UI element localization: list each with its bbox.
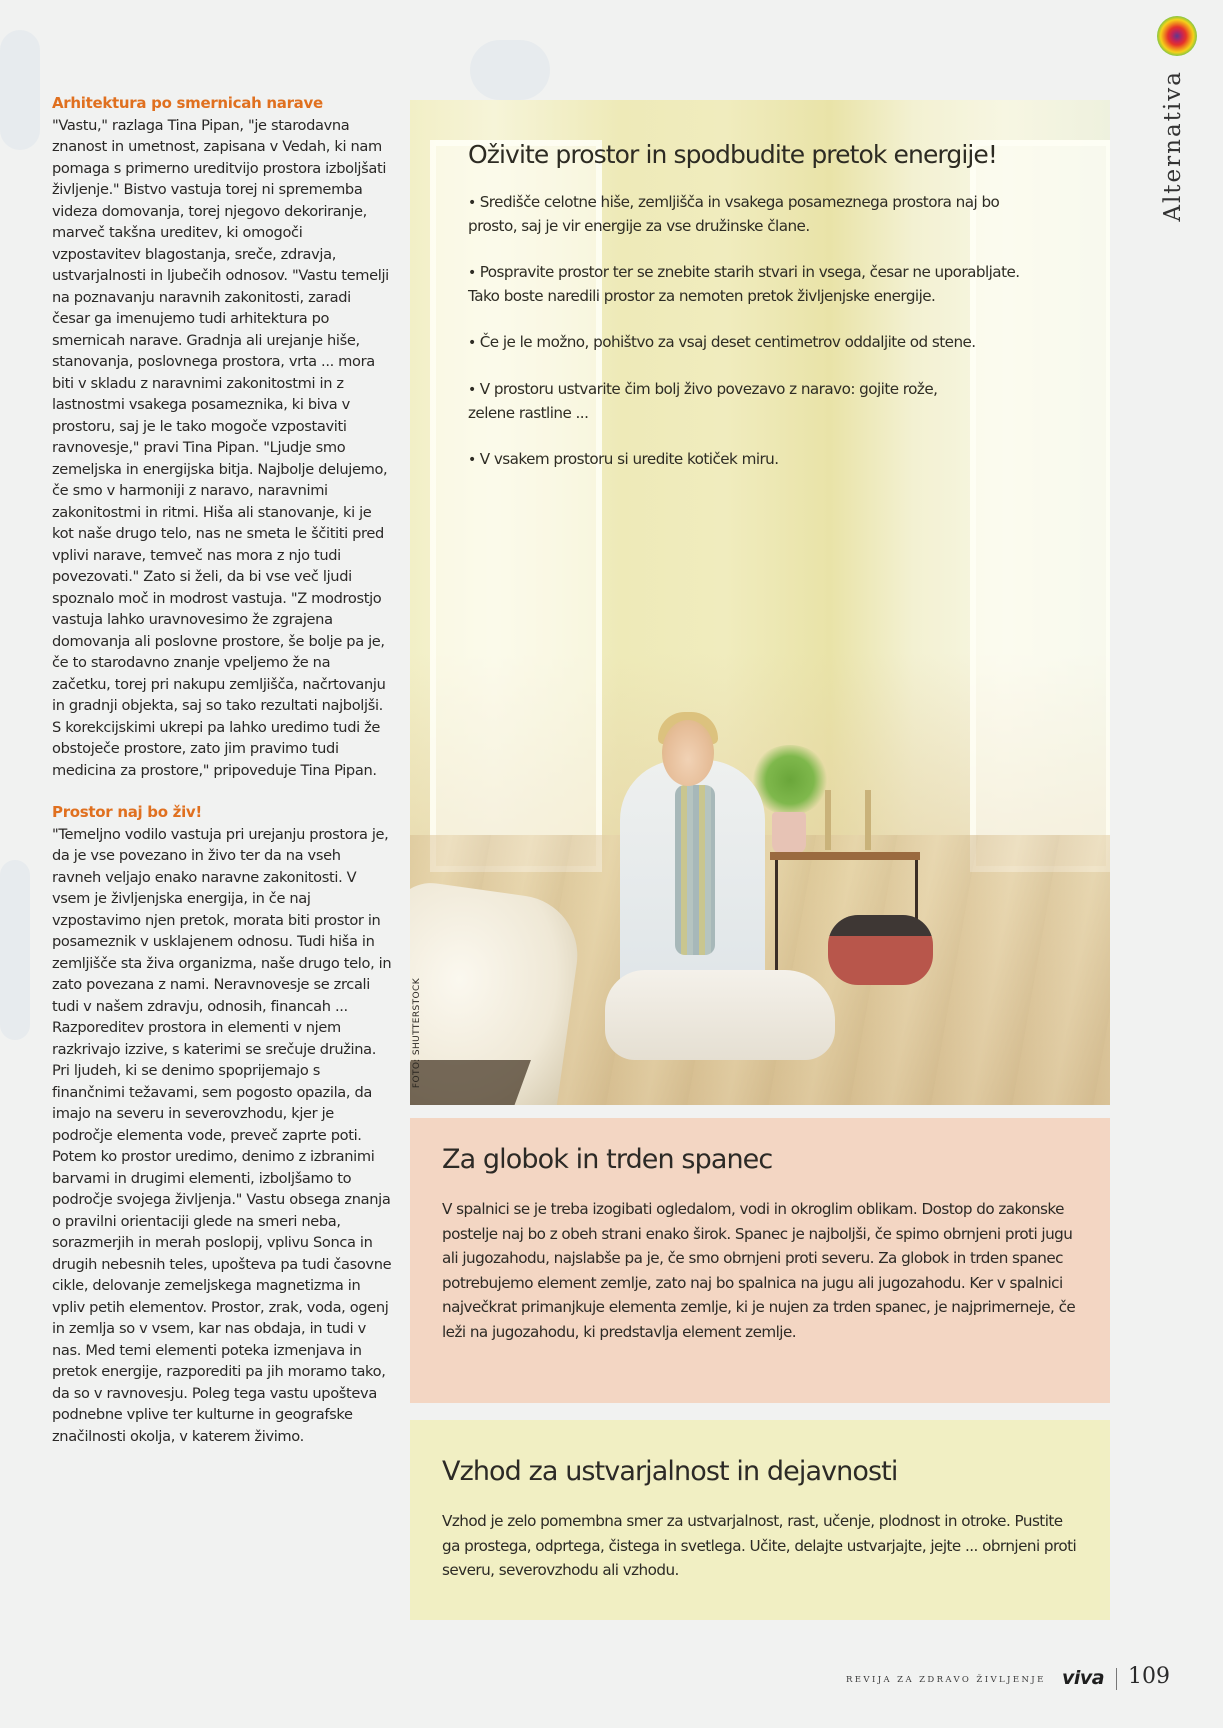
tip-text: Pospravite prostor ter se znebite starih stvari in vsega, česar ne uporabljate. Tako boste naredili prostor za nemoten pretok življenjske energije.	[468, 263, 1020, 305]
article-paragraph: "Temeljno vodilo vastuja pri urejanju prostora je, da je vse povezano in živo ter da na vseh ravneh veljajo enako naravne zakonitosti. V vsem je življenjska energija, in če naj vzpostavimo njen pretok, morata biti prostor in posameznik v usklajenem odnosu. Tudi hiša in zemljišče sta živa organizma, naše drugo telo, in zato povezana z nami. Neravnovesje se zrcali tudi v našem zdravju, odnosih, financah ... Razporeditev prostora in elementi v njem razkrivajo izzive, s katerimi se srečuje družina. Pri ljudeh, ki se denimo spoprijemajo s finančnimi težavami, sem pogosto opazila, da imajo na severu in severovzhodu, kjer je področje elementa vode, preveč zaprte poti. Potem ko prostor uredimo, denimo z izbranimi barvami in drugimi elementi, izboljšamo to področje svojega življenja." Vastu obsega znanja o pravilni orientaciji glede na smeri neba, sorazmerjih in merah poslopij, vplivu Sonca in drugih nebesnih teles, upošteva pa tudi časovne cikle, delovanje zemeljskega magnetizma in vpliv petih elementov. Prostor, zrak, voda, ogenj in zemlja so v vsem, kar nas obdaja, in tudi v nas. Med temi elementi poteka izmenjava in pretok energije, razporediti pa jih moramo tako, da so v ravnovesju. Poleg tega vastu upošteva podnebne vplive ter kulturne in geografske značilnosti okolja, v katerem živimo.	[52, 825, 392, 1445]
tip-item	[468, 331, 1048, 355]
show-through-shape	[0, 30, 40, 150]
east-box-text: Vzhod je zelo pomembna smer za ustvarjalnost, rast, učenje, plodnost in otroke. Pustite ga prostega, odprtega, čistega in svetlega. Učite, delajte ustvarjajte, jejte ... obrnjeni proti severu, severovzhodu ali vzhodu.	[442, 1512, 1077, 1579]
east-tips-box	[410, 1420, 1110, 1620]
sleep-box-title: Za globok in trden spanec	[442, 1144, 773, 1175]
magazine-tagline: REVIJA ZA ZDRAVO ŽIVLJENJE	[846, 1675, 1046, 1685]
photo-woman-legs	[605, 970, 835, 1060]
show-through-shape	[470, 40, 550, 100]
footer-divider	[1116, 1668, 1117, 1690]
photo-scarf	[675, 785, 715, 955]
bullet-icon: •	[468, 195, 476, 211]
photo-ottoman	[828, 915, 933, 985]
tip-text: Središče celotne hiše, zemljišča in vsakega posameznega prostora naj bo prosto, saj je vir energije za vse družinske člane.	[468, 193, 1000, 235]
section-heading-architecture: Arhitektura po smernicah narave	[52, 94, 323, 112]
tip-item	[468, 378, 988, 425]
photo-candle	[825, 790, 831, 850]
tip-text: Če je le možno, pohištvo za vsaj deset centimetrov oddaljite od stene.	[479, 333, 976, 351]
section-heading-living-space: Prostor naj bo živ!	[52, 803, 202, 821]
photo-pot	[772, 812, 806, 854]
tips-title: Oživite prostor in spodbudite pretok energije!	[468, 140, 998, 169]
tip-item	[468, 448, 1048, 472]
photo-credit: FOTO: SHUTTERSTOCK	[412, 978, 422, 1089]
tips-panel	[460, 140, 1060, 495]
sleep-tips-box	[410, 1118, 1110, 1403]
bullet-icon: •	[468, 452, 476, 468]
tip-text: V prostoru ustvarite čim bolj živo povezavo z naravo: gojite rože, zelene rastline ...	[468, 380, 938, 422]
meditation-photo	[410, 100, 1110, 1105]
photo-table-leg	[775, 860, 778, 970]
section-label: Alternativa	[1160, 70, 1186, 222]
sleep-box-text: V spalnici se je treba izogibati ogledalom, vodi in okroglim oblikam. Dostop do zakonske postelje naj bo z obeh strani enako širok. Spanec je najboljši, če spimo obrnjeni proti jugu ali jugozahodu, najslabše pa je, če smo obrnjeni proti severu. Za globok in trden spanec potrebujemo element zemlje, zato naj bo spalnica na jugu ali jugozahodu. Ker v spalnici največkrat primanjkuje elementa zemlje, ki je nujen za trden spanec, je najprimerneje, če leži na jugozahodu, ki predstavlja element zemlje.	[442, 1200, 1076, 1341]
photo-woman-head	[662, 720, 714, 786]
tip-item	[468, 261, 1048, 308]
magazine-logo: viva	[1062, 1667, 1105, 1689]
photo-side-table	[770, 852, 920, 860]
east-box-title: Vzhod za ustvarjalnost in dejavnosti	[442, 1456, 898, 1487]
tip-text: V vsakem prostoru si uredite kotiček miru.	[479, 450, 779, 468]
photo-candle	[865, 790, 871, 850]
page-footer	[0, 1666, 1223, 1696]
tip-item	[468, 191, 1048, 238]
bullet-icon: •	[468, 335, 476, 351]
show-through-shape	[0, 860, 30, 1040]
photo-bed-shadow	[410, 1060, 531, 1105]
page-number: 109	[1128, 1664, 1170, 1689]
bullet-icon: •	[468, 382, 476, 398]
rainbow-mandala-icon	[1157, 16, 1197, 56]
bullet-icon: •	[468, 265, 476, 281]
article-paragraph: "Vastu," razlaga Tina Pipan, "je starodavna znanost in umetnost, zapisana v Vedah, ki nam pomaga s primerno ureditvijo prostora izboljšati življenje." Bistvo vastuja torej ni sprememba videza domovanja, torej njegovo dekoriranje, marveč takšna ureditev, ki omogoči vzpostavitev blagostanja, sreče, zdravja, ustvarjalnosti in ljubečih odnosov. "Vastu temelji na poznavanju naravnih zakonitosti, zaradi česar ga imenujemo tudi arhitektura po smernicah narave. Gradnja ali urejanje hiše, stanovanja, poslovnega prostora, vrta ... mora biti v skladu z naravnimi zakonitostmi in z lastnostmi vsakega posameznika, ki biva v prostoru, saj je le tako mogoče vzpostaviti ravnovesje," pravi Tina Pipan. "Ljudje smo zemeljska in energijska bitja. Najbolje delujemo, če smo v harmoniji z naravo, naravnimi zakonitostmi in ritmi. Hiša ali stanovanje, ki je kot naše drugo telo, nas ne smeta le ščititi pred vplivi narave, temveč nas mora z njo tudi povezovati." Zato si želi, da bi vse več ljudi spoznalo moč in modrost vastuja. "Z modrostjo vastuja lahko uravnovesimo že zgrajena domovanja ali poslovne prostore, še bolje pa je, če to starodavno znanje vpeljemo že na začetku, torej pri nakupu zemljišča, načrtovanju in gradnji objekta, saj so tako rezultati najboljši. S korekcijskimi ukrepi pa lahko uredimo tudi že obstoječe prostore, zato jim pravimo tudi medicina za prostore," pripoveduje Tina Pipan.	[52, 116, 389, 779]
left-article-column	[52, 93, 392, 1447]
